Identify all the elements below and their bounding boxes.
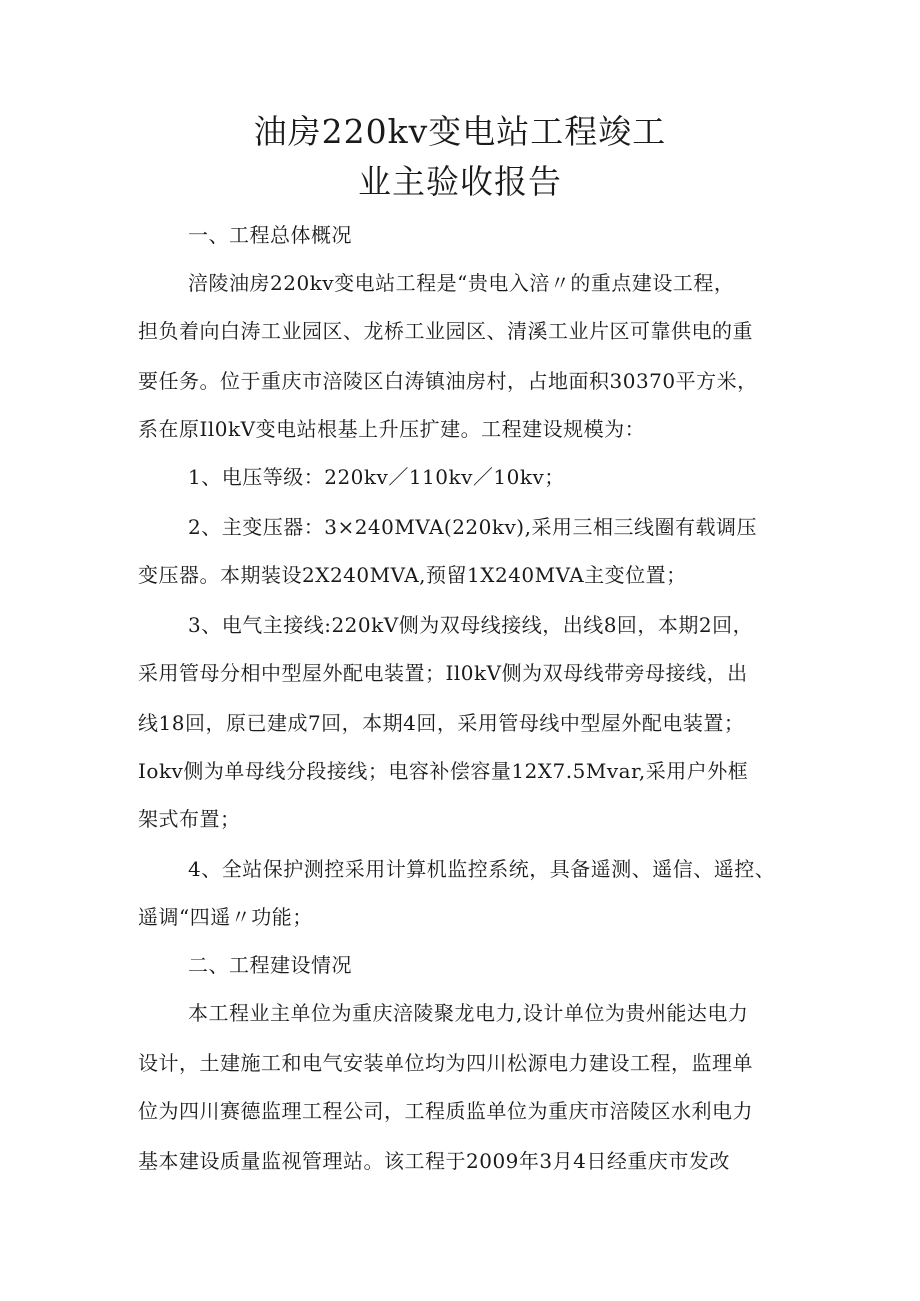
paragraph-line: Iokv侧为单母线分段接线；电容补偿容量12X7.5Mvar,采用户外框 — [138, 759, 749, 783]
paragraph-line: 位为四川赛德监理工程公司，工程质监单位为重庆市涪陵区水利电力 — [138, 1099, 753, 1123]
paragraph-line: 担负着向白涛工业园区、龙桥工业园区、清溪工业片区可靠供电的重 — [138, 319, 753, 343]
list-item-transformer: 2、主变压器：3×240MVA(220kv),采用三相三线圈有载调压 — [188, 515, 757, 539]
paragraph-line: 架式布置； — [138, 807, 241, 831]
paragraph-line: 要任务。位于重庆市涪陵区白涛镇油房村，占地面积30370平方米， — [138, 369, 758, 393]
paragraph-line: 遥调“四遥〃功能； — [138, 905, 313, 929]
paragraph-line: 本工程业主单位为重庆涪陵聚龙电力,设计单位为贵州能达电力 — [188, 1001, 749, 1025]
paragraph-line: 基本建设质量监视管理站。该工程于2009年3月4日经重庆市发改 — [138, 1149, 730, 1173]
paragraph-line: 变压器。本期装设2X240MVA,预留1X240MVA主变位置； — [138, 563, 687, 587]
paragraph-line: 系在原Il0kV变电站根基上升压扩建。工程建设规模为： — [138, 417, 646, 441]
paragraph-line: 设计，土建施工和电气安装单位均为四川松源电力建设工程，监理单 — [138, 1051, 753, 1075]
section-heading-construction: 二、工程建设情况 — [188, 953, 352, 977]
list-item-voltage: 1、电压等级：220kv／110kv／10kv； — [188, 465, 565, 489]
document-title-line-1: 油房220kv变电站工程竣工 — [253, 112, 667, 151]
document-title-line-2: 业主验收报告 — [358, 162, 562, 201]
list-item-wiring: 3、电气主接线:220kV侧为双母线接线，出线8回，本期2回， — [188, 613, 754, 637]
paragraph-line: 涪陵油房220kv变电站工程是“贵电入涪〃的重点建设工程， — [188, 271, 735, 295]
section-heading-overview: 一、工程总体概况 — [188, 223, 352, 247]
paragraph-line: 采用管母分相中型屋外配电装置；Il0kV侧为双母线带旁母接线，出 — [138, 661, 748, 685]
paragraph-line: 线18回，原已建成7回，本期4回，采用管母线中型屋外配电装置； — [138, 711, 745, 735]
list-item-monitoring: 4、全站保护测控采用计算机监控系统，具备遥测、遥信、遥控、 — [188, 857, 776, 881]
